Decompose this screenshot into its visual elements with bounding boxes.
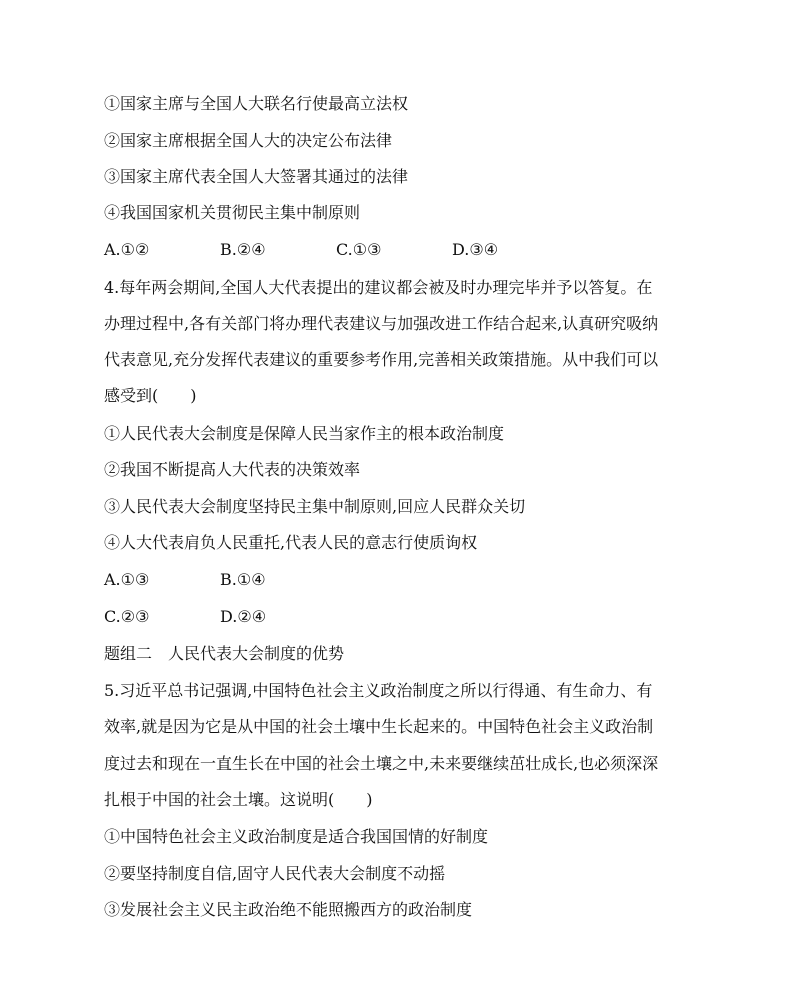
q5-statement-3: ③发展社会主义民主政治绝不能照搬西方的政治制度	[104, 900, 473, 919]
q4-stem-line-2: 办理过程中,各有关部门将办理代表建议与加强改进工作结合起来,认真研究吸纳	[104, 314, 659, 333]
q4-options-row-1	[104, 570, 504, 590]
q4-stem-line-4: 感受到( )	[104, 386, 197, 405]
q5-stem-line-4: 扎根于中国的社会土壤。这说明( )	[104, 790, 373, 809]
q4-statement-1: ①人民代表大会制度是保障人民当家作主的根本政治制度	[104, 424, 505, 443]
q4-option-c[interactable]: C.②③	[104, 607, 150, 626]
q3-statement-3: ③国家主席代表全国人大签署其通过的法律	[104, 167, 409, 186]
q3-statement-1: ①国家主席与全国人大联名行使最高立法权	[104, 94, 409, 113]
group-heading: 题组二 人民代表大会制度的优势	[104, 644, 345, 663]
q5-statement-2: ②要坚持制度自信,固守人民代表大会制度不动摇	[104, 864, 446, 883]
q4-statement-4: ④人大代表肩负人民重托,代表人民的意志行使质询权	[104, 533, 478, 552]
q3-option-d[interactable]: D.③④	[452, 240, 499, 259]
q3-options	[104, 240, 704, 260]
q5-stem-line-1: 5.习近平总书记强调,中国特色社会主义政治制度之所以行得通、有生命力、有	[104, 681, 653, 700]
q5-statement-1: ①中国特色社会主义政治制度是适合我国国情的好制度	[104, 827, 489, 846]
q4-option-d[interactable]: D.②④	[220, 607, 267, 626]
q4-option-b[interactable]: B.①④	[220, 570, 266, 589]
q4-options-row-2	[104, 607, 504, 627]
q4-statement-3: ③人民代表大会制度坚持民主集中制原则,回应人民群众关切	[104, 497, 526, 516]
q3-statement-2: ②国家主席根据全国人大的决定公布法律	[104, 131, 393, 150]
q3-statement-4: ④我国国家机关贯彻民主集中制原则	[104, 203, 361, 222]
q3-option-a[interactable]: A.①②	[104, 240, 150, 259]
q4-stem-line-1: 4.每年两会期间,全国人大代表提出的建议都会被及时办理完毕并予以答复。在	[104, 278, 653, 297]
q4-stem-line-3: 代表意见,充分发挥代表建议的重要参考作用,完善相关政策措施。从中我们可以	[104, 350, 659, 369]
q5-stem-line-3: 度过去和现在一直生长在中国的社会土壤之中,未来要继续茁壮成长,也必须深深	[104, 754, 659, 773]
q4-statement-2: ②我国不断提高人大代表的决策效率	[104, 460, 361, 479]
q3-option-b[interactable]: B.②④	[220, 240, 266, 259]
q4-option-a[interactable]: A.①③	[104, 570, 150, 589]
q3-option-c[interactable]: C.①③	[336, 240, 382, 259]
q5-stem-line-2: 效率,就是因为它是从中国的社会土壤中生长起来的。中国特色社会主义政治制	[104, 717, 654, 736]
